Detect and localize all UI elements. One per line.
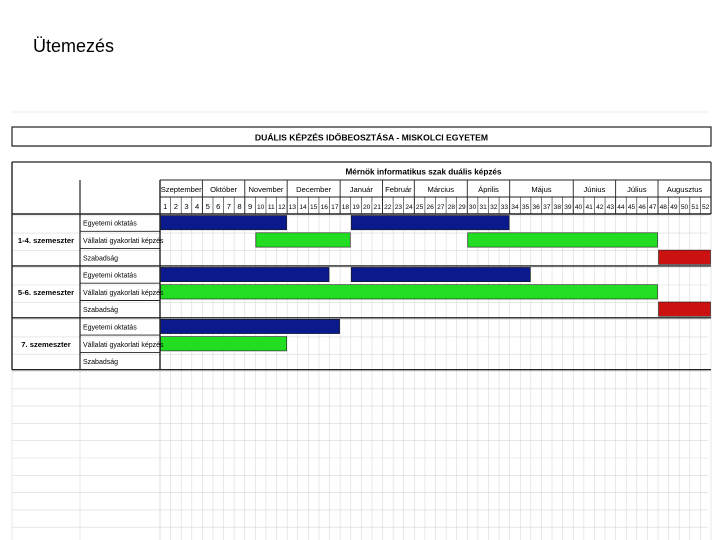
week-number: 10	[256, 204, 265, 211]
schedule-bar	[351, 216, 509, 230]
activity-label: Vállalati gyakorlati képzés	[83, 289, 164, 297]
week-number: 28	[447, 204, 456, 211]
month-label: November	[248, 185, 284, 194]
schedule-bar	[256, 233, 350, 247]
week-number: 44	[617, 204, 625, 211]
week-number: 24	[405, 204, 413, 211]
week-number: 30	[468, 204, 477, 211]
week-number: 35	[521, 204, 530, 211]
week-number: 26	[426, 204, 434, 211]
month-label: Április	[478, 185, 499, 194]
week-number: 45	[627, 204, 636, 211]
month-label: Október	[210, 185, 238, 194]
week-number: 4	[194, 202, 200, 211]
week-number: 13	[288, 204, 297, 211]
week-number: 50	[680, 204, 689, 211]
week-number: 16	[320, 204, 328, 211]
slide-title: Ütemezés	[33, 36, 115, 56]
month-label: Június	[583, 185, 606, 194]
week-number: 20	[362, 204, 371, 211]
week-number: 43	[606, 204, 615, 211]
week-number: 39	[564, 204, 572, 211]
schedule-bar	[351, 267, 530, 281]
activity-label: Egyetemi oktatás	[83, 272, 137, 280]
week-number: 41	[585, 204, 593, 211]
week-number: 31	[479, 204, 487, 211]
activity-label: Vállalati gyakorlati képzés	[83, 237, 164, 245]
week-number: 9	[247, 202, 253, 211]
week-number: 29	[458, 204, 466, 211]
week-number: 1	[163, 202, 168, 211]
week-number: 2	[173, 202, 179, 211]
table-title: DUÁLIS KÉPZÉS IDŐBEOSZTÁSA - MISKOLCI EGYETEM	[254, 132, 489, 143]
schedule-bar	[161, 267, 330, 281]
activity-label: Vállalati gyakorlati képzés	[83, 341, 164, 349]
week-number: 46	[638, 204, 646, 211]
month-label: Május	[531, 185, 552, 194]
week-number: 48	[659, 204, 667, 211]
schedule-bar	[161, 285, 658, 299]
week-number: 14	[299, 204, 307, 211]
week-number: 49	[670, 204, 678, 211]
week-number: 6	[216, 202, 221, 211]
week-number: 7	[226, 202, 231, 211]
week-number: 38	[553, 204, 562, 211]
schedule-bar	[468, 233, 658, 247]
month-label: Február	[385, 185, 412, 194]
week-number: 27	[437, 204, 445, 211]
week-number: 42	[596, 204, 604, 211]
week-number: 36	[532, 204, 540, 211]
week-number: 19	[352, 204, 360, 211]
week-number: 11	[267, 204, 275, 211]
schedule-bar	[161, 337, 287, 351]
week-number: 51	[691, 204, 699, 211]
schedule-bar	[161, 319, 340, 333]
activity-label: Egyetemi oktatás	[83, 220, 137, 228]
month-label: December	[296, 185, 332, 194]
week-number: 47	[649, 204, 657, 211]
week-number: 18	[341, 204, 350, 211]
month-label: Március	[427, 185, 455, 194]
activity-label: Szabadság	[83, 359, 119, 367]
month-label: Szeptember	[160, 185, 202, 194]
schedule-bar	[659, 302, 711, 316]
schedule-bar	[161, 216, 287, 230]
week-number: 33	[500, 204, 509, 211]
week-number: 25	[415, 204, 424, 211]
week-number: 23	[394, 204, 403, 211]
activity-label: Egyetemi oktatás	[83, 324, 137, 332]
week-number: 37	[543, 204, 551, 211]
week-number: 52	[702, 204, 710, 211]
group-label: 1-4. szemeszter	[17, 235, 75, 245]
week-number: 32	[490, 204, 498, 211]
table-subtitle: Mérnök informatikus szak duális képzés	[345, 167, 502, 177]
activity-label: Szabadság	[83, 307, 119, 315]
week-number: 34	[511, 204, 519, 211]
group-label: 7. szemeszter	[21, 339, 71, 349]
schedule-bar	[659, 250, 711, 264]
group-label: 5-6. szemeszter	[17, 287, 75, 297]
week-number: 8	[237, 202, 242, 211]
month-label: Július	[627, 185, 647, 194]
activity-label: Szabadság	[83, 255, 119, 263]
week-number: 3	[184, 202, 189, 211]
week-number: 40	[574, 204, 583, 211]
month-label: Január	[349, 185, 373, 194]
week-number: 22	[384, 204, 392, 211]
month-label: Augusztus	[666, 185, 703, 194]
week-number: 21	[373, 204, 381, 211]
week-number: 17	[331, 204, 339, 211]
week-number: 5	[205, 202, 210, 211]
week-number: 12	[278, 204, 286, 211]
week-number: 15	[309, 204, 318, 211]
